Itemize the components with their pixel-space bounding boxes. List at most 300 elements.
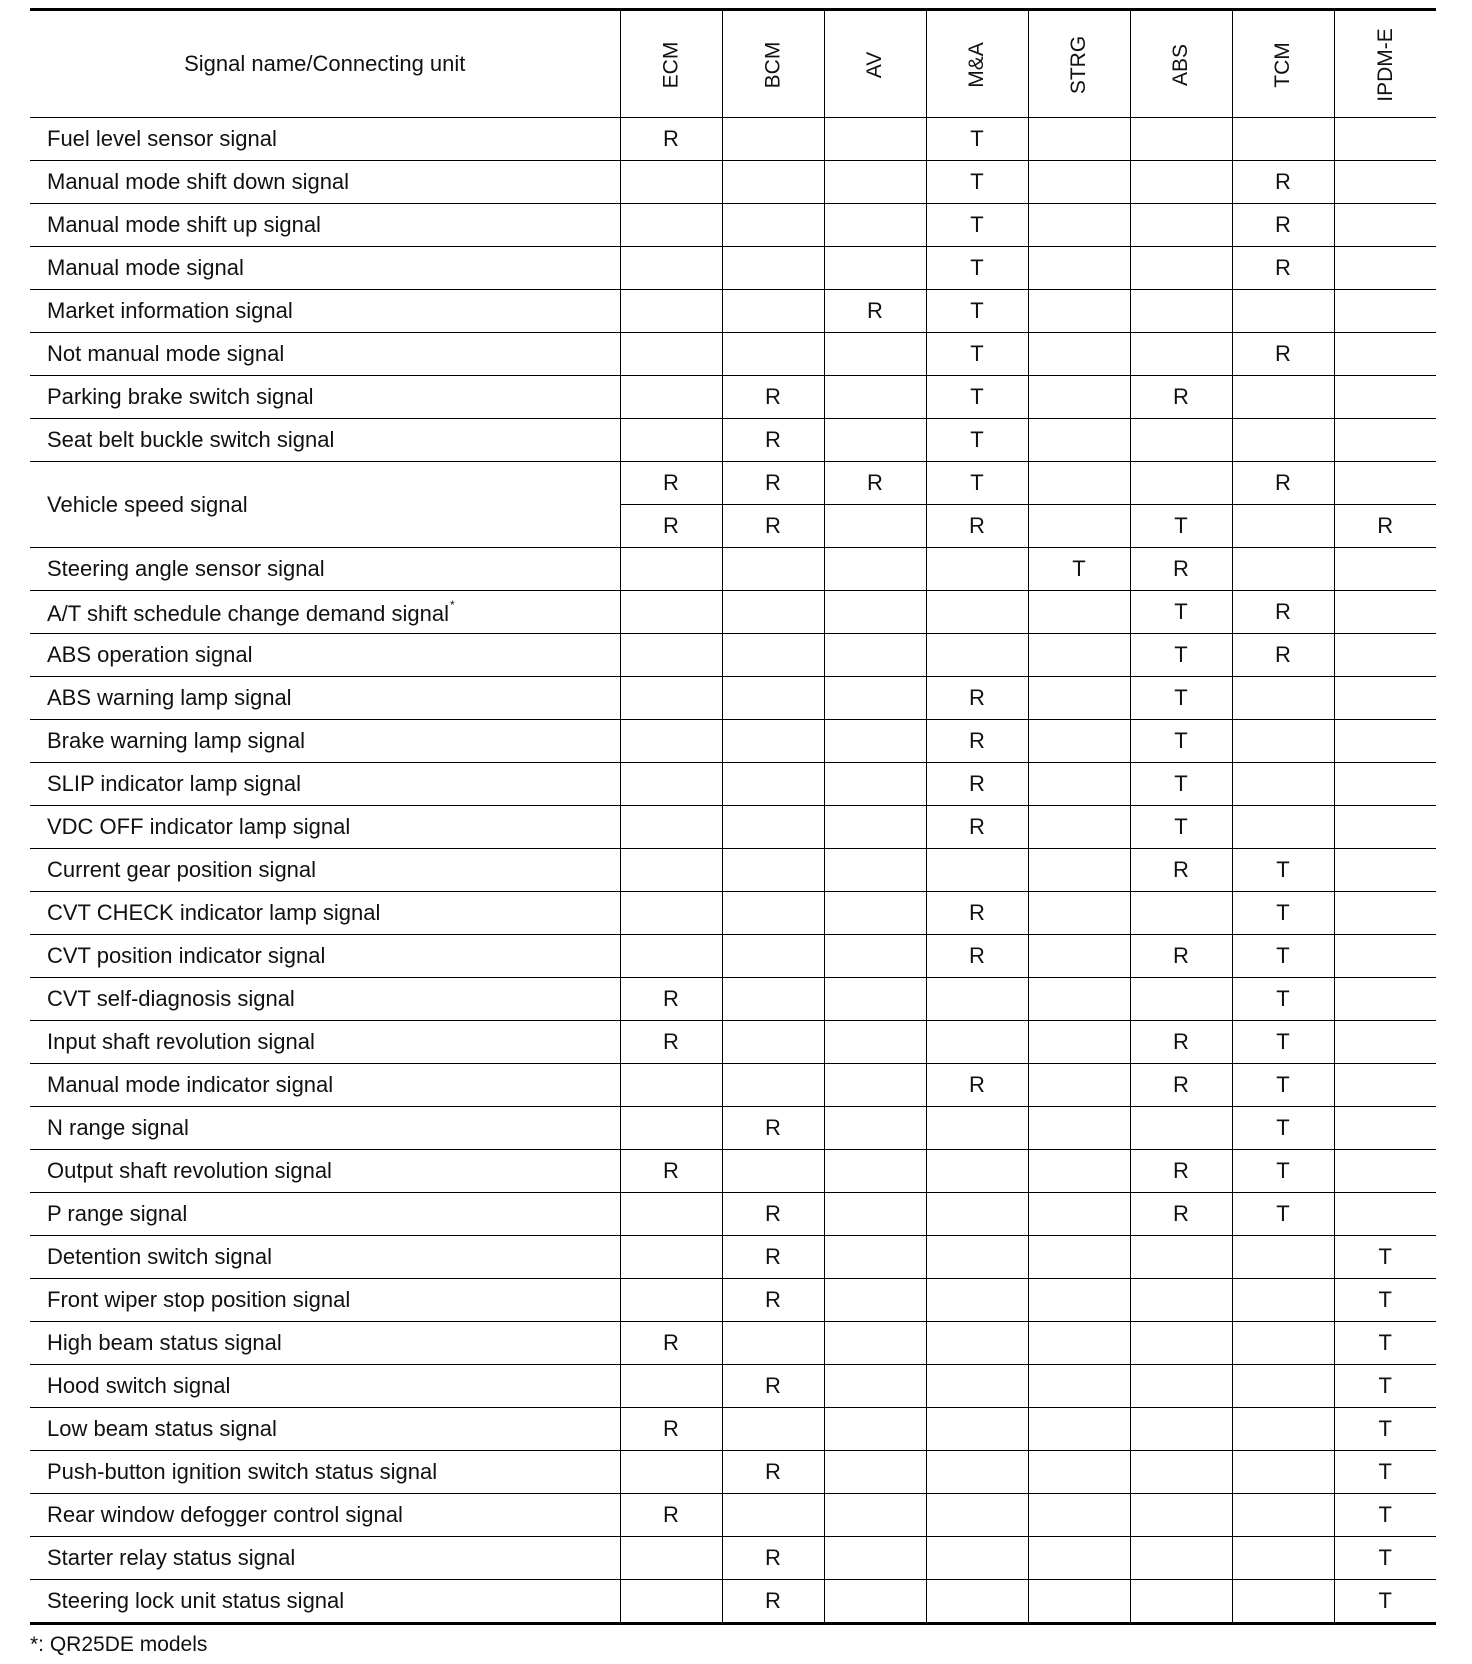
unit-cell — [926, 548, 1028, 591]
unit-cell — [926, 806, 1028, 849]
unit-cell — [926, 978, 1028, 1021]
unit-cell — [1232, 419, 1334, 462]
unit-cell — [926, 204, 1028, 247]
unit-cell — [1130, 247, 1232, 290]
signal-role-mark: R — [1173, 556, 1189, 581]
header-unit — [1028, 10, 1130, 118]
unit-cell — [1130, 1408, 1232, 1451]
unit-cell — [620, 1107, 722, 1150]
unit-cell — [1028, 763, 1130, 806]
unit-cell — [722, 1322, 824, 1365]
signal-name: CVT CHECK indicator lamp signal — [47, 900, 381, 925]
unit-cell — [824, 1365, 926, 1408]
unit-cell — [1130, 763, 1232, 806]
signal-name-cell — [30, 1021, 620, 1064]
unit-cell — [1028, 591, 1130, 634]
unit-cell — [620, 419, 722, 462]
unit-cell — [824, 978, 926, 1021]
signal-name: Starter relay status signal — [47, 1545, 296, 1570]
signal-role-mark: R — [765, 1287, 781, 1312]
signal-role-mark: R — [969, 943, 985, 968]
signal-role-mark: R — [663, 1416, 679, 1441]
header-unit — [722, 10, 824, 118]
unit-label: AV — [863, 51, 886, 79]
unit-cell — [1130, 720, 1232, 763]
unit-cell — [620, 1537, 722, 1580]
unit-cell — [1130, 978, 1232, 1021]
table-row — [30, 849, 1436, 892]
unit-cell — [722, 806, 824, 849]
unit-cell — [1232, 376, 1334, 419]
unit-cell — [722, 849, 824, 892]
signal-name-cell — [30, 1580, 620, 1624]
signal-name: ABS operation signal — [47, 642, 253, 667]
table-row — [30, 204, 1436, 247]
signal-name-cell — [30, 1279, 620, 1322]
unit-cell — [824, 505, 926, 548]
unit-cell — [926, 290, 1028, 333]
unit-cell — [1232, 290, 1334, 333]
unit-cell — [824, 1150, 926, 1193]
unit-cell — [1232, 720, 1334, 763]
unit-label: IPDM-E — [1373, 28, 1397, 102]
signal-role-mark: T — [970, 384, 984, 409]
unit-cell — [1028, 1107, 1130, 1150]
signal-role-mark: R — [969, 771, 985, 796]
unit-cell — [722, 247, 824, 290]
unit-cell — [722, 118, 824, 161]
unit-cell — [1232, 634, 1334, 677]
signal-name: CVT position indicator signal — [47, 943, 326, 968]
table-row — [30, 892, 1436, 935]
signal-role-mark: T — [1174, 513, 1188, 538]
unit-cell — [926, 161, 1028, 204]
unit-cell — [1028, 677, 1130, 720]
unit-cell — [1232, 892, 1334, 935]
unit-cell — [1130, 333, 1232, 376]
unit-cell — [824, 1494, 926, 1537]
unit-cell — [1130, 634, 1232, 677]
unit-cell — [1232, 1580, 1334, 1624]
unit-cell — [1028, 849, 1130, 892]
unit-cell — [824, 1322, 926, 1365]
unit-cell — [1028, 161, 1130, 204]
unit-cell — [1028, 1064, 1130, 1107]
table-row — [30, 591, 1436, 634]
table-row — [30, 978, 1436, 1021]
signal-role-mark: R — [765, 1545, 781, 1570]
signal-name: Steering angle sensor signal — [47, 556, 325, 581]
signal-name-cell — [30, 935, 620, 978]
unit-cell — [824, 462, 926, 505]
unit-cell — [620, 1279, 722, 1322]
table-row — [30, 1064, 1436, 1107]
signal-role-mark: R — [663, 986, 679, 1011]
unit-cell — [1334, 1451, 1436, 1494]
unit-cell — [1232, 1365, 1334, 1408]
unit-cell — [1028, 333, 1130, 376]
table-row — [30, 333, 1436, 376]
signal-role-mark: T — [1174, 599, 1188, 624]
signal-name: Fuel level sensor signal — [47, 126, 277, 151]
unit-cell — [1130, 376, 1232, 419]
unit-cell — [1028, 419, 1130, 462]
table-row — [30, 1107, 1436, 1150]
unit-label: TCM — [1271, 42, 1294, 88]
table-row — [30, 1408, 1436, 1451]
signal-role-mark: T — [1276, 1072, 1290, 1097]
footnote-marker: * — [449, 597, 455, 612]
unit-label: ECM — [658, 41, 682, 89]
unit-cell — [620, 591, 722, 634]
signal-name-cell — [30, 376, 620, 419]
unit-cell — [722, 1150, 824, 1193]
signal-name-cell — [30, 333, 620, 376]
signal-role-mark: R — [867, 298, 883, 323]
unit-cell — [824, 935, 926, 978]
unit-cell — [824, 1021, 926, 1064]
table-row — [30, 677, 1436, 720]
unit-cell — [1130, 1064, 1232, 1107]
unit-cell — [1334, 462, 1436, 505]
signal-name-cell — [30, 1322, 620, 1365]
unit-cell — [926, 1107, 1028, 1150]
unit-cell — [1028, 462, 1130, 505]
table-row — [30, 1451, 1436, 1494]
signal-role-mark: T — [970, 298, 984, 323]
unit-cell — [722, 1021, 824, 1064]
unit-cell — [620, 1236, 722, 1279]
signal-name-cell — [30, 247, 620, 290]
unit-cell — [824, 1064, 926, 1107]
unit-cell — [620, 978, 722, 1021]
unit-cell — [620, 849, 722, 892]
unit-cell — [722, 1064, 824, 1107]
signal-name: SLIP indicator lamp signal — [47, 771, 301, 796]
unit-cell — [1232, 806, 1334, 849]
signal-name: Push-button ignition switch status signal — [47, 1459, 438, 1484]
signal-name-cell — [30, 1193, 620, 1236]
unit-cell — [824, 849, 926, 892]
unit-cell — [824, 1451, 926, 1494]
unit-cell — [1334, 290, 1436, 333]
signal-role-mark: T — [1174, 728, 1188, 753]
signal-role-mark: R — [765, 1244, 781, 1269]
unit-cell — [722, 290, 824, 333]
unit-cell — [926, 1064, 1028, 1107]
signal-role-mark: T — [1378, 1459, 1392, 1484]
unit-cell — [1232, 1408, 1334, 1451]
unit-cell — [1028, 376, 1130, 419]
signal-name-cell — [30, 720, 620, 763]
unit-cell — [1130, 204, 1232, 247]
unit-cell — [926, 1537, 1028, 1580]
footnote: *: QR25DE models — [30, 1633, 208, 1656]
signal-name: Manual mode indicator signal — [47, 1072, 334, 1097]
signal-role-mark: T — [1378, 1502, 1392, 1527]
unit-cell — [1130, 1021, 1232, 1064]
unit-cell — [722, 462, 824, 505]
signal-name: Current gear position signal — [47, 857, 317, 882]
unit-cell — [824, 1537, 926, 1580]
unit-label: BCM — [760, 41, 784, 89]
signal-role-mark: R — [765, 1373, 781, 1398]
unit-cell — [926, 505, 1028, 548]
signal-name-cell — [30, 1451, 620, 1494]
unit-cell — [1334, 1021, 1436, 1064]
unit-cell — [1130, 290, 1232, 333]
signal-role-mark: R — [663, 470, 679, 495]
unit-cell — [1334, 376, 1436, 419]
table-row — [30, 376, 1436, 419]
table-row — [30, 1322, 1436, 1365]
unit-cell — [1232, 677, 1334, 720]
table-row — [30, 763, 1436, 806]
table-row — [30, 634, 1436, 677]
unit-cell — [1334, 634, 1436, 677]
unit-cell — [1028, 806, 1130, 849]
unit-cell — [620, 1451, 722, 1494]
unit-cell — [1232, 247, 1334, 290]
unit-cell — [722, 376, 824, 419]
unit-cell — [926, 849, 1028, 892]
signal-role-mark: T — [1378, 1287, 1392, 1312]
unit-cell — [1028, 1322, 1130, 1365]
unit-cell — [620, 376, 722, 419]
unit-cell — [926, 1236, 1028, 1279]
unit-cell — [722, 1193, 824, 1236]
unit-cell — [926, 1451, 1028, 1494]
signal-name-cell — [30, 548, 620, 591]
unit-cell — [824, 1580, 926, 1624]
unit-cell — [620, 1322, 722, 1365]
signal-role-mark: R — [1173, 857, 1189, 882]
unit-cell — [824, 1236, 926, 1279]
unit-cell — [824, 419, 926, 462]
unit-cell — [1334, 1408, 1436, 1451]
unit-cell — [1130, 892, 1232, 935]
unit-cell — [824, 1107, 926, 1150]
unit-cell — [1028, 1236, 1130, 1279]
table-row — [30, 806, 1436, 849]
unit-cell — [926, 118, 1028, 161]
unit-cell — [722, 1451, 824, 1494]
unit-cell — [1232, 333, 1334, 376]
table-row — [30, 1537, 1436, 1580]
unit-cell — [722, 763, 824, 806]
unit-cell — [722, 1494, 824, 1537]
signal-role-mark: R — [969, 1072, 985, 1097]
signal-role-mark: R — [1173, 1072, 1189, 1097]
unit-cell — [1334, 591, 1436, 634]
signal-role-mark: R — [969, 728, 985, 753]
unit-cell — [1334, 720, 1436, 763]
table-row — [30, 1021, 1436, 1064]
signal-role-mark: R — [1275, 212, 1291, 237]
unit-cell — [1334, 419, 1436, 462]
signal-name: Manual mode shift up signal — [47, 212, 321, 237]
signal-role-mark: R — [663, 1158, 679, 1183]
table-row — [30, 1580, 1436, 1624]
signal-name: N range signal — [47, 1115, 189, 1140]
unit-cell — [1130, 548, 1232, 591]
signal-role-mark: T — [1378, 1373, 1392, 1398]
signal-role-mark: R — [969, 814, 985, 839]
unit-cell — [1130, 1193, 1232, 1236]
unit-cell — [824, 1193, 926, 1236]
unit-cell — [926, 1408, 1028, 1451]
unit-cell — [926, 462, 1028, 505]
unit-cell — [722, 1107, 824, 1150]
unit-cell — [926, 1021, 1028, 1064]
table-row — [30, 419, 1436, 462]
signal-role-mark: R — [765, 513, 781, 538]
unit-cell — [1130, 1322, 1232, 1365]
signal-role-mark: R — [969, 900, 985, 925]
unit-cell — [722, 204, 824, 247]
unit-cell — [620, 1193, 722, 1236]
unit-cell — [1334, 161, 1436, 204]
unit-cell — [926, 247, 1028, 290]
unit-cell — [926, 419, 1028, 462]
signal-role-mark: R — [867, 470, 883, 495]
unit-cell — [926, 935, 1028, 978]
unit-cell — [620, 1580, 722, 1624]
unit-cell — [1334, 1236, 1436, 1279]
signal-role-mark: T — [1378, 1416, 1392, 1441]
unit-cell — [824, 333, 926, 376]
unit-cell — [1028, 1408, 1130, 1451]
signal-name: Steering lock unit status signal — [47, 1588, 345, 1613]
header-unit — [1130, 10, 1232, 118]
unit-cell — [1028, 247, 1130, 290]
unit-cell — [1334, 505, 1436, 548]
unit-cell — [926, 1365, 1028, 1408]
signal-name-cell — [30, 763, 620, 806]
unit-cell — [1232, 1279, 1334, 1322]
signal-name: ABS warning lamp signal — [47, 685, 292, 710]
signal-role-mark: T — [970, 169, 984, 194]
unit-cell — [1130, 1365, 1232, 1408]
unit-cell — [1028, 1021, 1130, 1064]
unit-cell — [620, 1150, 722, 1193]
unit-cell — [722, 677, 824, 720]
signal-name-cell — [30, 118, 620, 161]
unit-cell — [1232, 591, 1334, 634]
signal-name-cell — [30, 849, 620, 892]
unit-cell — [722, 892, 824, 935]
signal-role-mark: R — [663, 1502, 679, 1527]
signal-role-mark: T — [1378, 1588, 1392, 1613]
unit-cell — [1028, 892, 1130, 935]
signal-name: Seat belt buckle switch signal — [47, 427, 335, 452]
signal-role-mark: T — [1378, 1244, 1392, 1269]
signal-role-mark: T — [970, 427, 984, 452]
signal-name-cell — [30, 1408, 620, 1451]
unit-cell — [620, 806, 722, 849]
unit-cell — [824, 1408, 926, 1451]
unit-cell — [1232, 1537, 1334, 1580]
signal-role-mark: T — [1276, 1115, 1290, 1140]
unit-label: STRG — [1067, 35, 1090, 95]
unit-cell — [1334, 333, 1436, 376]
unit-cell — [620, 677, 722, 720]
unit-cell — [1232, 1107, 1334, 1150]
unit-cell — [824, 892, 926, 935]
signal-role-mark: R — [765, 384, 781, 409]
unit-cell — [620, 204, 722, 247]
unit-cell — [926, 1580, 1028, 1624]
unit-cell — [620, 247, 722, 290]
signal-role-mark: R — [663, 513, 679, 538]
signal-name: Low beam status signal — [47, 1416, 277, 1441]
unit-cell — [620, 1064, 722, 1107]
signal-name: Brake warning lamp signal — [47, 728, 306, 753]
signal-role-mark: T — [1378, 1330, 1392, 1355]
signal-name-cell — [30, 462, 620, 548]
unit-cell — [1232, 763, 1334, 806]
signal-name-cell — [30, 1236, 620, 1279]
signal-role-mark: R — [765, 470, 781, 495]
unit-cell — [1232, 1150, 1334, 1193]
unit-cell — [926, 1494, 1028, 1537]
table-row — [30, 462, 1436, 505]
signal-name-cell — [30, 1494, 620, 1537]
table-row — [30, 118, 1436, 161]
unit-cell — [926, 677, 1028, 720]
unit-cell — [1130, 1580, 1232, 1624]
unit-cell — [1130, 806, 1232, 849]
signal-role-mark: R — [1275, 642, 1291, 667]
unit-cell — [1028, 505, 1130, 548]
signal-role-mark: R — [1275, 341, 1291, 366]
unit-cell — [620, 505, 722, 548]
unit-cell — [1232, 1021, 1334, 1064]
signal-name: Manual mode shift down signal — [47, 169, 350, 194]
unit-cell — [722, 591, 824, 634]
unit-cell — [620, 118, 722, 161]
signal-name: A/T shift schedule change demand signal — [47, 600, 449, 626]
header-unit — [926, 10, 1028, 118]
signal-name: CVT self-diagnosis signal — [47, 986, 295, 1011]
signal-name: Output shaft revolution signal — [47, 1158, 332, 1183]
unit-label: M&A — [964, 42, 988, 88]
unit-cell — [1232, 978, 1334, 1021]
unit-cell — [1232, 1193, 1334, 1236]
unit-cell — [1028, 720, 1130, 763]
unit-cell — [1334, 849, 1436, 892]
signal-role-mark: R — [1173, 384, 1189, 409]
unit-cell — [1232, 161, 1334, 204]
unit-cell — [1130, 1279, 1232, 1322]
unit-cell — [1232, 204, 1334, 247]
unit-cell — [824, 591, 926, 634]
signal-name: Detention switch signal — [47, 1244, 273, 1269]
unit-cell — [926, 1193, 1028, 1236]
signal-role-mark: R — [765, 1588, 781, 1613]
signal-role-mark: R — [1173, 943, 1189, 968]
unit-cell — [1334, 1322, 1436, 1365]
signal-name-cell — [30, 1365, 620, 1408]
header-unit — [824, 10, 926, 118]
table-row — [30, 1494, 1436, 1537]
signal-name-cell — [30, 204, 620, 247]
signal-role-mark: T — [1276, 1201, 1290, 1226]
unit-cell — [620, 720, 722, 763]
unit-cell — [824, 247, 926, 290]
unit-cell — [1130, 591, 1232, 634]
unit-cell — [926, 763, 1028, 806]
